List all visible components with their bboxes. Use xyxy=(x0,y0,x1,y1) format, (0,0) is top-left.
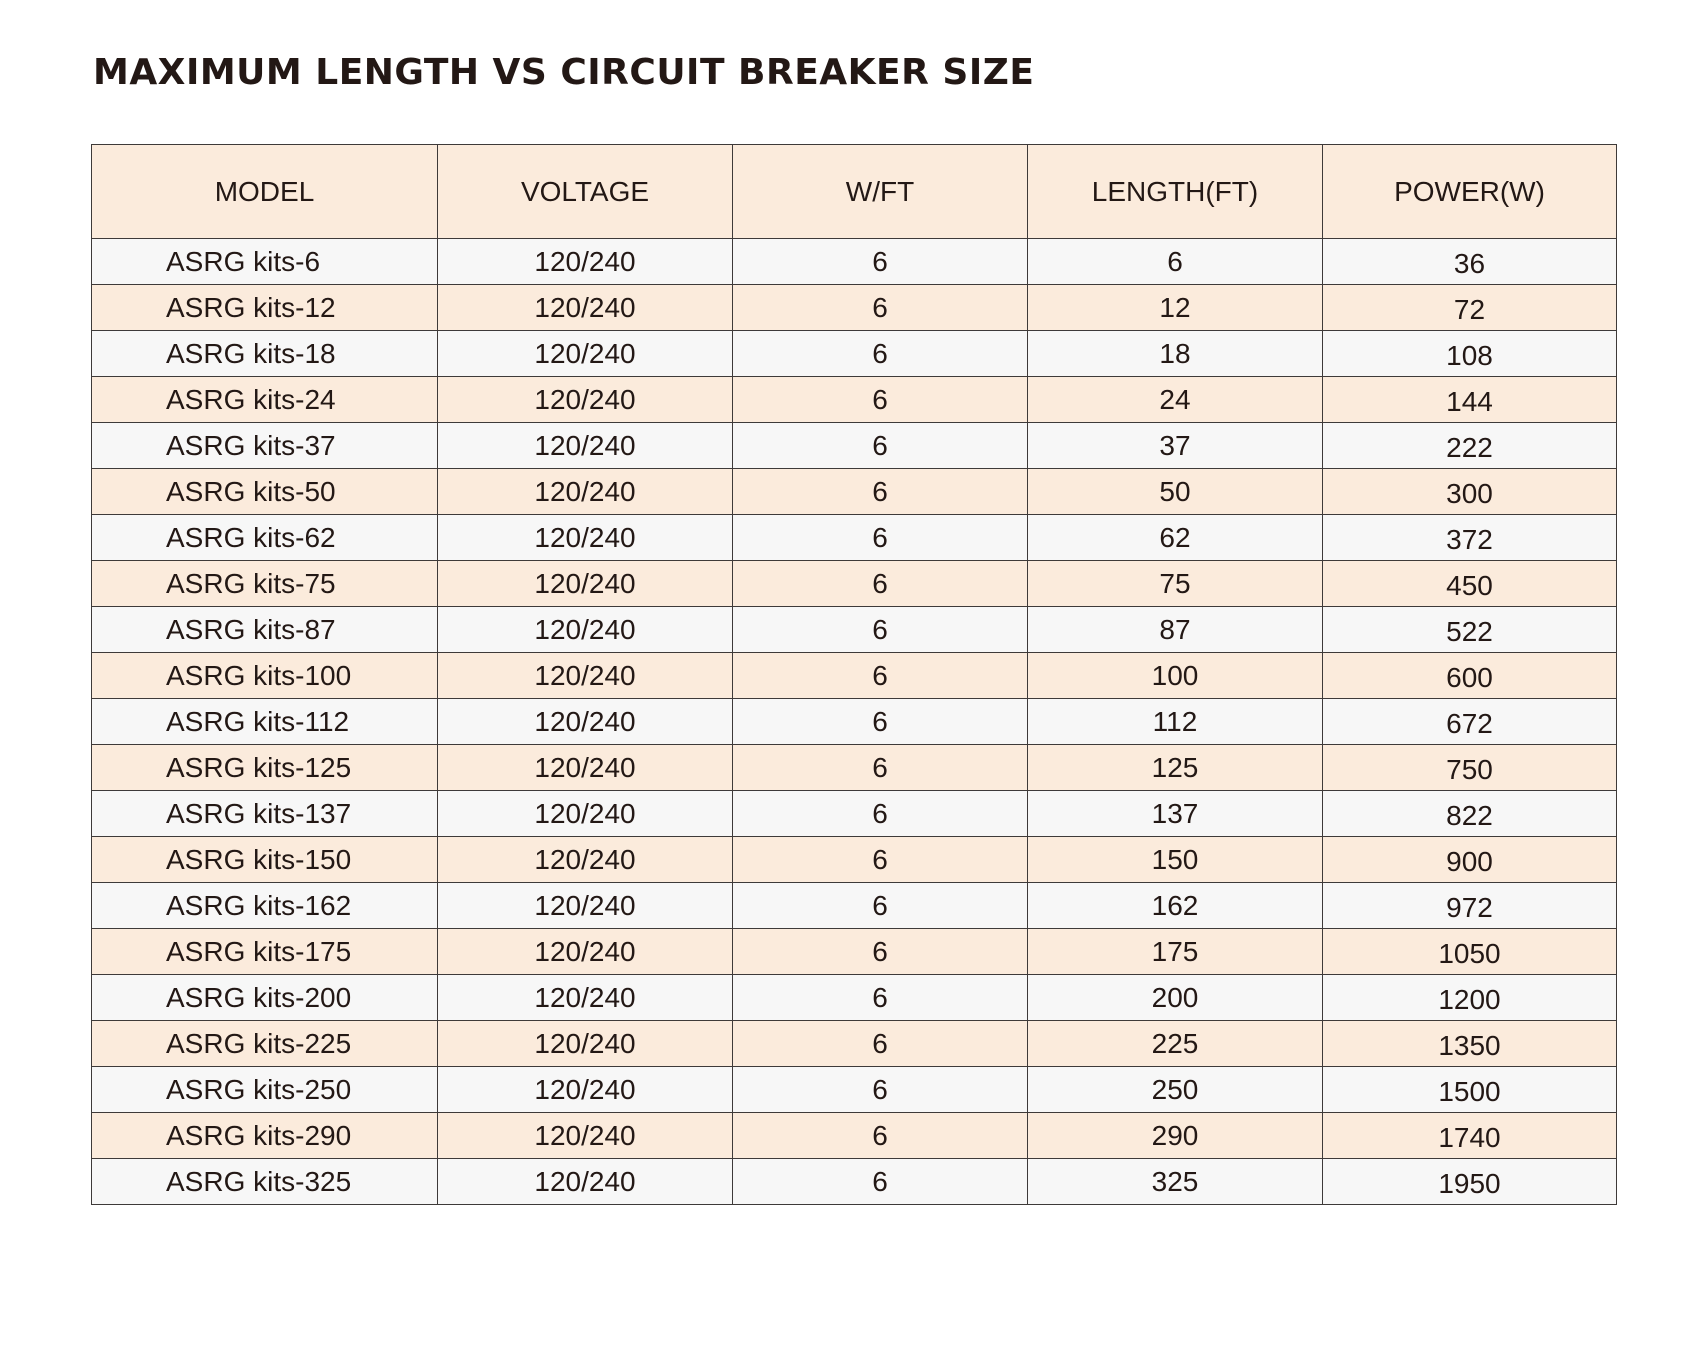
cell-w-per-ft: 6 xyxy=(733,515,1028,561)
cell-length: 290 xyxy=(1028,1113,1323,1159)
cell-length: 112 xyxy=(1028,699,1323,745)
cell-model: ASRG kits-100 xyxy=(92,653,438,699)
cell-model: ASRG kits-6 xyxy=(92,239,438,285)
cell-power: 1500 xyxy=(1323,1067,1617,1113)
cell-power: 1350 xyxy=(1323,1021,1617,1067)
table-row xyxy=(92,837,1617,883)
table-header xyxy=(92,145,1617,239)
cell-voltage: 120/240 xyxy=(438,239,733,285)
page-title: MAXIMUM LENGTH VS CIRCUIT BREAKER SIZE xyxy=(93,52,1035,93)
cell-length: 175 xyxy=(1028,929,1323,975)
cell-model: ASRG kits-290 xyxy=(92,1113,438,1159)
cell-model: ASRG kits-250 xyxy=(92,1067,438,1113)
header-power: POWER(W) xyxy=(1323,145,1617,239)
cell-length: 75 xyxy=(1028,561,1323,607)
cell-voltage: 120/240 xyxy=(438,561,733,607)
table-row xyxy=(92,653,1617,699)
cell-w-per-ft: 6 xyxy=(733,469,1028,515)
cell-length: 18 xyxy=(1028,331,1323,377)
cell-voltage: 120/240 xyxy=(438,423,733,469)
table-row xyxy=(92,607,1617,653)
cell-model: ASRG kits-87 xyxy=(92,607,438,653)
cell-w-per-ft: 6 xyxy=(733,653,1028,699)
cell-voltage: 120/240 xyxy=(438,791,733,837)
cell-model: ASRG kits-137 xyxy=(92,791,438,837)
cell-power: 72 xyxy=(1323,285,1617,331)
cell-model: ASRG kits-18 xyxy=(92,331,438,377)
cell-model: ASRG kits-175 xyxy=(92,929,438,975)
table-row xyxy=(92,1113,1617,1159)
cell-w-per-ft: 6 xyxy=(733,1159,1028,1205)
cell-w-per-ft: 6 xyxy=(733,791,1028,837)
cell-length: 87 xyxy=(1028,607,1323,653)
table-row xyxy=(92,883,1617,929)
cell-power: 450 xyxy=(1323,561,1617,607)
header-length: LENGTH(FT) xyxy=(1028,145,1323,239)
table-row xyxy=(92,975,1617,1021)
cell-w-per-ft: 6 xyxy=(733,377,1028,423)
cell-model: ASRG kits-162 xyxy=(92,883,438,929)
cell-voltage: 120/240 xyxy=(438,285,733,331)
cell-power: 972 xyxy=(1323,883,1617,929)
cell-model: ASRG kits-75 xyxy=(92,561,438,607)
cell-w-per-ft: 6 xyxy=(733,1113,1028,1159)
cell-length: 225 xyxy=(1028,1021,1323,1067)
cell-w-per-ft: 6 xyxy=(733,837,1028,883)
cell-power: 672 xyxy=(1323,699,1617,745)
cell-w-per-ft: 6 xyxy=(733,607,1028,653)
cell-power: 1050 xyxy=(1323,929,1617,975)
cell-model: ASRG kits-112 xyxy=(92,699,438,745)
cell-power: 1950 xyxy=(1323,1159,1617,1205)
cell-w-per-ft: 6 xyxy=(733,699,1028,745)
table-row xyxy=(92,1067,1617,1113)
cell-model: ASRG kits-125 xyxy=(92,745,438,791)
header-model: MODEL xyxy=(92,145,438,239)
table-row xyxy=(92,515,1617,561)
cell-w-per-ft: 6 xyxy=(733,975,1028,1021)
cell-w-per-ft: 6 xyxy=(733,883,1028,929)
cell-power: 108 xyxy=(1323,331,1617,377)
cell-w-per-ft: 6 xyxy=(733,1067,1028,1113)
cell-voltage: 120/240 xyxy=(438,469,733,515)
header-row xyxy=(92,145,1617,239)
table-row xyxy=(92,745,1617,791)
cell-voltage: 120/240 xyxy=(438,331,733,377)
cell-voltage: 120/240 xyxy=(438,377,733,423)
cell-power: 1740 xyxy=(1323,1113,1617,1159)
cell-power: 222 xyxy=(1323,423,1617,469)
cell-voltage: 120/240 xyxy=(438,1159,733,1205)
table-row xyxy=(92,377,1617,423)
table-row xyxy=(92,469,1617,515)
cell-length: 200 xyxy=(1028,975,1323,1021)
cell-voltage: 120/240 xyxy=(438,883,733,929)
cell-power: 750 xyxy=(1323,745,1617,791)
table-row xyxy=(92,699,1617,745)
cell-power: 522 xyxy=(1323,607,1617,653)
cell-length: 250 xyxy=(1028,1067,1323,1113)
cell-model: ASRG kits-37 xyxy=(92,423,438,469)
table-row xyxy=(92,929,1617,975)
cell-voltage: 120/240 xyxy=(438,1113,733,1159)
cell-length: 150 xyxy=(1028,837,1323,883)
table-row xyxy=(92,791,1617,837)
table-row xyxy=(92,331,1617,377)
cell-power: 36 xyxy=(1323,239,1617,285)
cell-model: ASRG kits-62 xyxy=(92,515,438,561)
cell-w-per-ft: 6 xyxy=(733,745,1028,791)
cell-model: ASRG kits-50 xyxy=(92,469,438,515)
cell-w-per-ft: 6 xyxy=(733,929,1028,975)
cell-power: 1200 xyxy=(1323,975,1617,1021)
cell-length: 50 xyxy=(1028,469,1323,515)
cell-voltage: 120/240 xyxy=(438,1067,733,1113)
table-row xyxy=(92,423,1617,469)
cell-length: 24 xyxy=(1028,377,1323,423)
cell-voltage: 120/240 xyxy=(438,515,733,561)
spec-table xyxy=(91,144,1617,1205)
cell-voltage: 120/240 xyxy=(438,653,733,699)
cell-voltage: 120/240 xyxy=(438,607,733,653)
cell-w-per-ft: 6 xyxy=(733,239,1028,285)
table-row xyxy=(92,1021,1617,1067)
cell-power: 600 xyxy=(1323,653,1617,699)
cell-length: 162 xyxy=(1028,883,1323,929)
cell-voltage: 120/240 xyxy=(438,975,733,1021)
cell-length: 125 xyxy=(1028,745,1323,791)
cell-power: 372 xyxy=(1323,515,1617,561)
header-voltage: VOLTAGE xyxy=(438,145,733,239)
cell-length: 6 xyxy=(1028,239,1323,285)
cell-voltage: 120/240 xyxy=(438,929,733,975)
cell-voltage: 120/240 xyxy=(438,837,733,883)
table-body xyxy=(92,239,1617,1205)
cell-voltage: 120/240 xyxy=(438,699,733,745)
cell-model: ASRG kits-200 xyxy=(92,975,438,1021)
cell-length: 12 xyxy=(1028,285,1323,331)
cell-model: ASRG kits-225 xyxy=(92,1021,438,1067)
cell-w-per-ft: 6 xyxy=(733,561,1028,607)
table-row xyxy=(92,285,1617,331)
cell-model: ASRG kits-24 xyxy=(92,377,438,423)
table-row xyxy=(92,239,1617,285)
cell-w-per-ft: 6 xyxy=(733,1021,1028,1067)
cell-w-per-ft: 6 xyxy=(733,423,1028,469)
cell-model: ASRG kits-150 xyxy=(92,837,438,883)
cell-length: 100 xyxy=(1028,653,1323,699)
cell-w-per-ft: 6 xyxy=(733,331,1028,377)
cell-voltage: 120/240 xyxy=(438,745,733,791)
cell-power: 300 xyxy=(1323,469,1617,515)
cell-length: 325 xyxy=(1028,1159,1323,1205)
cell-length: 37 xyxy=(1028,423,1323,469)
cell-voltage: 120/240 xyxy=(438,1021,733,1067)
header-w-per-ft: W/FT xyxy=(733,145,1028,239)
cell-w-per-ft: 6 xyxy=(733,285,1028,331)
cell-power: 822 xyxy=(1323,791,1617,837)
cell-length: 62 xyxy=(1028,515,1323,561)
table-row xyxy=(92,561,1617,607)
cell-power: 900 xyxy=(1323,837,1617,883)
cell-model: ASRG kits-12 xyxy=(92,285,438,331)
table-row xyxy=(92,1159,1617,1205)
cell-power: 144 xyxy=(1323,377,1617,423)
cell-length: 137 xyxy=(1028,791,1323,837)
cell-model: ASRG kits-325 xyxy=(92,1159,438,1205)
